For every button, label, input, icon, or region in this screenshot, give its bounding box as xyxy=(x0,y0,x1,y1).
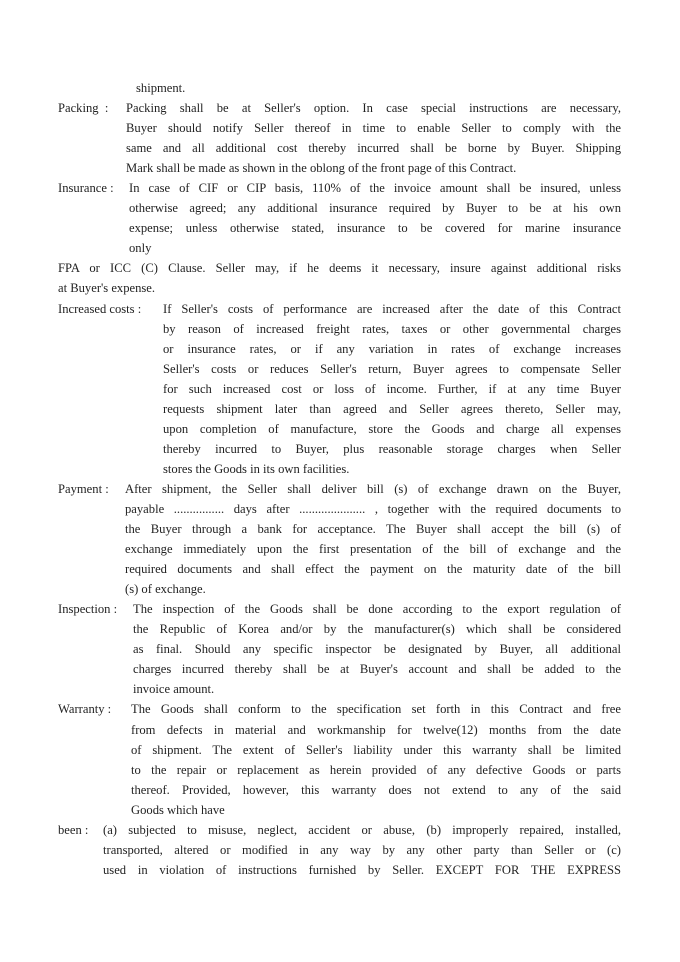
clause-label: Increased costs : xyxy=(58,301,142,316)
clause-section xyxy=(58,258,621,298)
text-line: or insurance rates, or if any variation in rates of exchange increases xyxy=(163,341,621,356)
text-line: In case of CIF or CIP basis, 110% of the invoice amount shall be insured, unless xyxy=(129,181,621,196)
text-line: Mark shall be made as shown in the oblong of the front page of this Contract. xyxy=(126,161,517,176)
text-line: Seller's costs or reduces Seller's return, Buyer agrees to compensate Seller xyxy=(163,361,621,376)
text-line: at Buyer's expense. xyxy=(58,281,156,296)
clause-body xyxy=(103,820,621,880)
text-line: by reason of increased freight rates, taxes or other governmental charges xyxy=(163,321,621,336)
clause-label: Insurance : xyxy=(58,181,114,196)
clause-body xyxy=(133,599,621,699)
text-line: Goods which have xyxy=(131,802,225,817)
text-line: Packing shall be at Seller's option. In case special instructions are necessary, xyxy=(126,101,621,116)
text-line: expense; unless otherwise stated, insurance to be covered for marine insurance xyxy=(129,221,621,236)
contract-document xyxy=(58,78,621,880)
clause-body xyxy=(125,479,621,599)
clause-section xyxy=(58,699,621,819)
clause-body xyxy=(136,78,621,98)
clause-body xyxy=(131,699,621,819)
text-line: from defects in material and workmanship for twelve(12) months from the date xyxy=(131,722,621,737)
clause-section xyxy=(58,178,621,258)
text-line: upon completion of manufacture, store the Goods and charge all expenses xyxy=(163,421,621,436)
text-line: invoice amount. xyxy=(133,682,215,697)
text-line: thereby incurred to Buyer, plus reasonable storage charges when Seller xyxy=(163,441,621,456)
text-line: for such increased cost or loss of income. Further, if at any time Buyer xyxy=(163,381,621,396)
text-line: (a) subjected to misuse, neglect, accident or abuse, (b) improperly repaired, installed, xyxy=(103,822,621,837)
text-line: only xyxy=(129,241,152,256)
clause-label: Warranty : xyxy=(58,702,112,717)
clause-section xyxy=(58,78,621,98)
text-line: The Goods shall conform to the specification set forth in this Contract and free xyxy=(131,702,621,717)
text-line: shipment. xyxy=(136,81,186,95)
text-line: FPA or ICC (C) Clause. Seller may, if he deems it necessary, insure against additional risks xyxy=(58,261,621,276)
clause-body xyxy=(126,98,621,178)
text-line: (s) of exchange. xyxy=(125,582,206,597)
text-line: payable ................ days after ..................... , together with the required documents to xyxy=(125,501,621,516)
clause-label: Payment : xyxy=(58,481,109,496)
clause-section xyxy=(58,820,621,880)
text-line: the Republic of Korea and/or by the manufacturer(s) which shall be considered xyxy=(133,622,621,637)
text-line: to the repair or replacement as herein provided of any defective Goods or parts xyxy=(131,762,621,777)
clause-label: Inspection : xyxy=(58,602,118,617)
text-line: stores the Goods in its own facilities. xyxy=(163,461,350,476)
text-line: The inspection of the Goods shall be done according to the export regulation of xyxy=(133,602,621,617)
text-line: as final. Should any specific inspector be designated by Buyer, all additional xyxy=(133,642,621,657)
clause-body xyxy=(58,258,621,298)
text-line: thereof. Provided, however, this warranty does not extend to any of the said xyxy=(131,782,621,797)
clause-label: been : xyxy=(58,822,89,837)
clause-section xyxy=(58,299,621,479)
text-line: the Buyer through a bank for acceptance. The Buyer shall accept the bill (s) of xyxy=(125,522,621,537)
clause-body xyxy=(163,299,621,479)
clause-body xyxy=(129,178,621,258)
clause-label: Packing : xyxy=(58,101,109,116)
text-line: requests shipment later than agreed and Seller agrees thereto, Seller may, xyxy=(163,401,621,416)
text-line: required documents and shall effect the payment on the maturity date of the bill xyxy=(125,562,621,577)
text-line: transported, altered or modified in any way by any other party than Seller or (c) xyxy=(103,842,621,857)
clause-section xyxy=(58,98,621,178)
text-line: used in violation of instructions furnished by Seller. EXCEPT FOR THE EXPRESS xyxy=(103,862,621,877)
text-line: otherwise agreed; any additional insurance required by Buyer to be at his own xyxy=(129,201,621,216)
clause-section xyxy=(58,599,621,699)
text-line: exchange immediately upon the first presentation of the bill of exchange and the xyxy=(125,542,621,557)
text-line: After shipment, the Seller shall deliver bill (s) of exchange drawn on the Buyer, xyxy=(125,481,621,496)
clause-section xyxy=(58,479,621,599)
text-line: same and all additional cost thereby incurred shall be borne by Buyer. Shipping xyxy=(126,141,621,156)
text-line: If Seller's costs of performance are increased after the date of this Contract xyxy=(163,301,621,316)
text-line: Buyer should notify Seller thereof in time to enable Seller to comply with the xyxy=(126,121,621,136)
text-line: of shipment. The extent of Seller's liability under this warranty shall be limited xyxy=(131,742,621,757)
text-line: charges incurred thereby shall be at Buyer's account and shall be added to the xyxy=(133,662,621,677)
